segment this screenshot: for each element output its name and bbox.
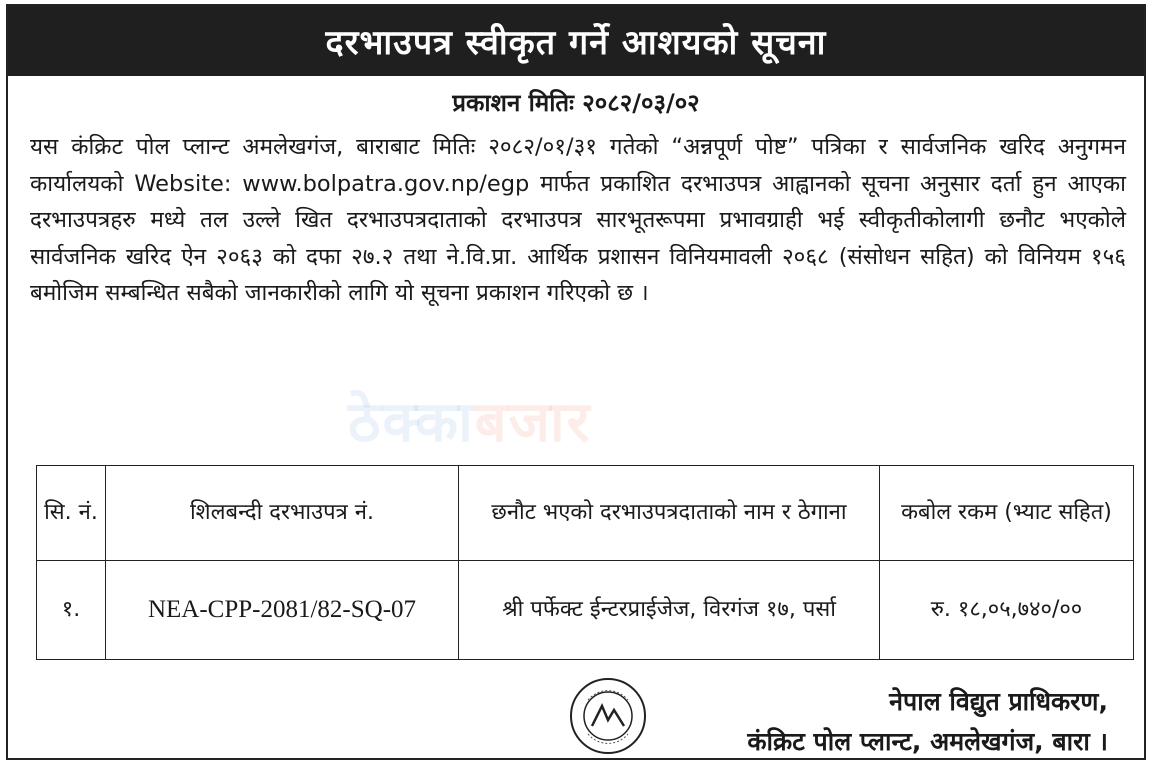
cell-amount: रु. १८,०५,७४०/०० [880,561,1134,660]
notice-title: दरभाउपत्र स्वीकृत गर्ने आशयको सूचना [8,6,1144,76]
header-amount: कबोल रकम (भ्याट सहित) [880,466,1134,561]
org-line-2: कंक्रिट पोल प्लान्ट, अमलेखगंज, बारा । [747,727,1108,756]
notice-frame [6,4,1146,760]
cell-bidder: श्री पर्फेक्ट ईन्टरप्राईजेज, विरगंज १७, पर्सा [459,561,880,660]
cell-sn: १. [37,561,106,660]
watermark [348,382,592,458]
nea-seal-icon [568,676,648,756]
award-table [36,465,1134,660]
header-sn: सि. नं. [37,466,106,561]
signature-block [747,682,1108,762]
org-line-1: नेपाल विद्युत प्राधिकरण, [889,687,1108,716]
cell-tender-no: NEA-CPP-2081/82-SQ-07 [106,561,459,660]
watermark-part2: बजार [474,390,592,455]
header-tender-no: शिलबन्दी दरभाउपत्र नं. [106,466,459,561]
header-bidder: छनौट भएको दरभाउपत्रदाताको नाम र ठेगाना [459,466,880,561]
publication-date: प्रकाशन मितिः २०८२/०३/०२ [452,89,700,117]
table-header-row [37,466,1134,561]
table-row [37,561,1134,660]
notice-body: यस कंक्रिट पोल प्लान्ट अमलेखगंज, बाराबाट मितिः २०८२/०१/३१ गतेको “अन्नपूर्ण पोष्ट” पत्रिका र सार्वजनिक खरिद अनुगमन कार्यालयको Website: www.bolpatra.gov.np/egp मार्फत प्रकाशित दरभाउपत्र आह्वानको सूचना अनुसार दर्ता हुन आएका दरभाउपत्रहरु मध्ये तल उल्ले खित दरभाउपत्रदाताको दरभाउपत्र सारभूतरूपमा प्रभावग्राही भई स्वीकृतीकोलागी छनौट भएकोले सार्वजनिक खरिद ऐन २०६३ को दफा २७.२ तथा ने.वि.प्रा. आर्थिक प्रशासन विनियमावली २०६८ (संसोधन सहित) को विनियम १५६ बमोजिम सम्बन्धित सबैको जानकारीको लागि यो सूचना प्रकाशन गरिएको छ । [30,134,1126,306]
watermark-part1: ठेक्का [348,390,475,455]
